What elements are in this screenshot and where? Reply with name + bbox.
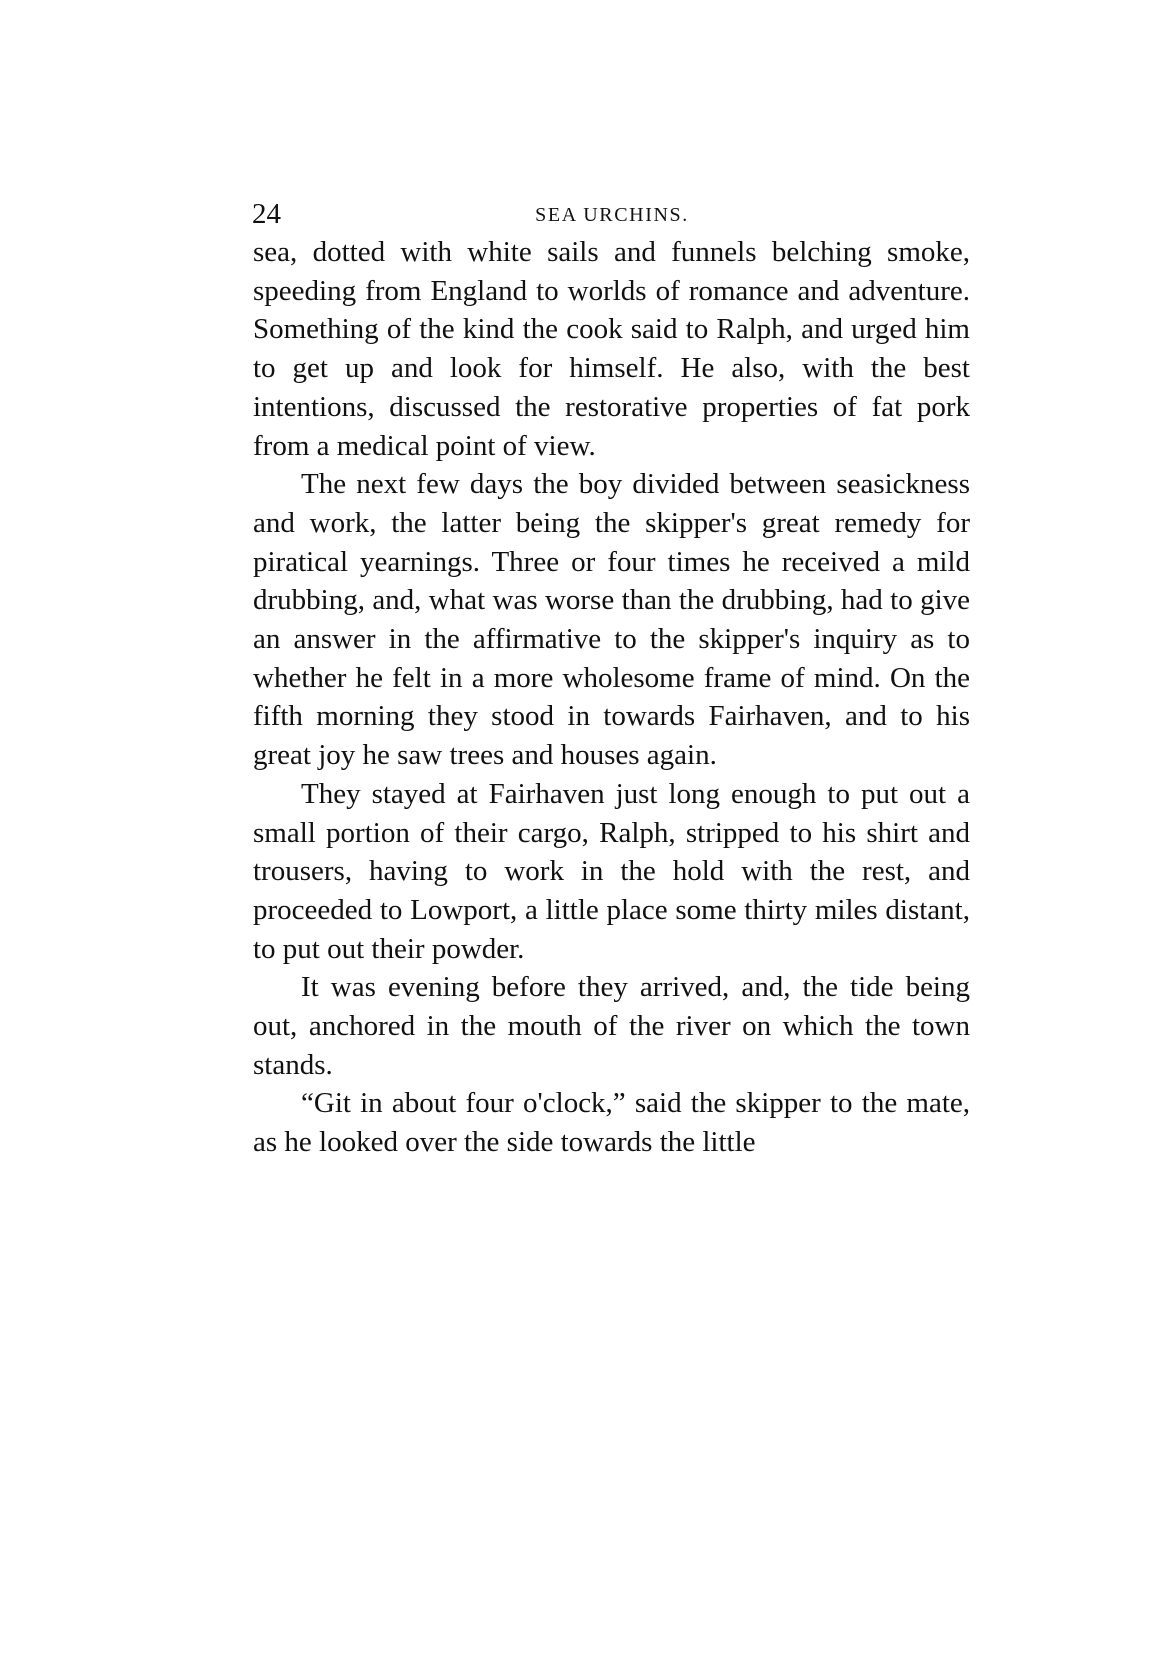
paragraph: It was evening before they arrived, and, the tide being out, anchored in the mouth of the river on which the town stands.: [253, 971, 970, 1081]
paragraph: They stayed at Fairhaven just long enough to put out a small portion of their cargo, Ralph, stripped to his shirt and trousers, having to work in the hold with the rest, and proceeded to Lowport, a little place some thirty miles distant, to put out their powder.: [253, 777, 970, 965]
running-head: [252, 196, 972, 236]
body-text: [253, 233, 970, 1162]
running-title: SEA URCHINS.: [535, 204, 689, 226]
paragraph: “Git in about four o'clock,” said the skipper to the mate, as he looked over the side towards the little: [253, 1087, 970, 1159]
page-number: 24: [252, 198, 281, 230]
paragraph-continued: sea, dotted with white sails and funnels belching smoke, speeding from England to worlds of romance and adventure. Something of the kind the cook said to Ralph, and urged him to get up and look for himself. He also, with the best intentions, discussed the restorative properties of fat pork from a medical point of view.: [253, 236, 970, 462]
paragraph: The next few days the boy divided between seasickness and work, the latter being the skipper's great remedy for piratical yearnings. Three or four times he received a mild drubbing, and, what was worse than the drubbing, had to give an answer in the affirmative to the skipper's inquiry as to whether he felt in a more wholesome frame of mind. On the fifth morning they stood in towards Fairhaven, and to his great joy he saw trees and houses again.: [253, 468, 970, 772]
